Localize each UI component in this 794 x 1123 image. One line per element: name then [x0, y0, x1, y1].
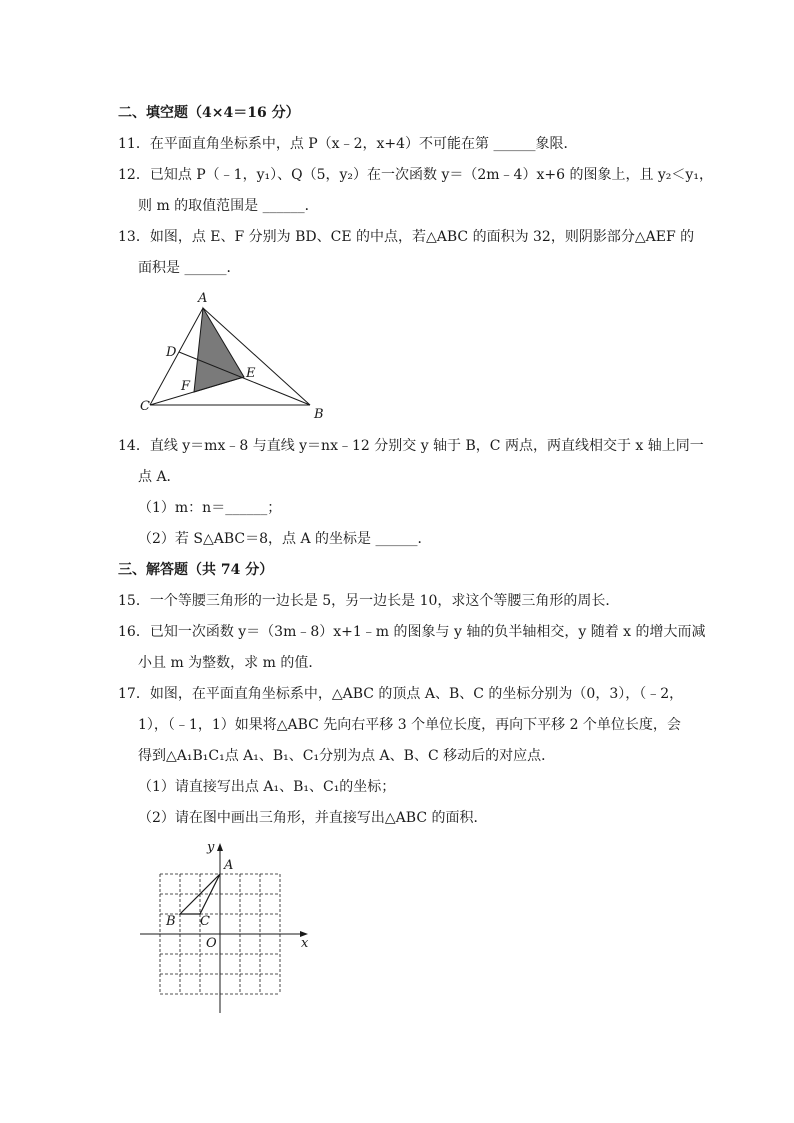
label-o: O [206, 936, 217, 951]
question-12-line2: 则 m 的取值范围是 ______． [138, 198, 319, 214]
section2-heading: 二、填空题（4×4＝16 分） [118, 105, 300, 121]
label-f: F [181, 379, 191, 394]
question-15: 15．一个等腰三角形的一边长是 5，另一边长是 10，求这个等腰三角形的周长． [118, 593, 620, 609]
label-d: D [166, 345, 177, 360]
question-13-line1: 13．如图，点 E、F 分别为 BD、CE 的中点，若△ABC 的面积为 32，则阴影部分△AEF 的 [118, 229, 695, 245]
label-a: A [224, 858, 234, 873]
question-14-sub1: （1）m：n＝______； [138, 500, 282, 516]
label-x: x [301, 936, 309, 951]
question-17-line2: 1），（﹣1，1）如果将△ABC 先向右平移 3 个单位长度，再向下平移 2 个单位长度，会 [138, 717, 681, 733]
label-a: A [198, 291, 208, 306]
label-b: B [166, 914, 176, 929]
label-y: y [207, 840, 215, 855]
section3-heading: 三、解答题（共 74 分） [118, 562, 274, 578]
question-17-sub2: （2）请在图中画出三角形，并直接写出△ABC 的面积． [138, 810, 488, 826]
label-c: C [140, 399, 150, 414]
label-b: B [314, 407, 324, 422]
question-17-line3: 得到△A₁B₁C₁点 A₁、B₁、C₁分别为点 A、B、C 移动后的对应点． [138, 748, 556, 764]
question-16-line1: 16．已知一次函数 y＝（3m﹣8）x+1﹣m 的图象与 y 轴的负半轴相交，y 随着 x 的增大而减 [118, 624, 706, 640]
figure-17-coordinate-grid [130, 835, 330, 1020]
question-16-line2: 小且 m 为整数，求 m 的值． [138, 655, 323, 671]
label-c: C [200, 914, 210, 929]
y-axis-arrow [217, 843, 223, 851]
question-12-line1: 12．已知点 P（﹣1，y₁）、Q（5，y₂）在一次函数 y＝（2m﹣4）x+6 的图象上，且 y₂＜y₁， [118, 167, 713, 183]
question-11: 11．在平面直角坐标系中，点 P（x﹣2，x+4）不可能在第 ______象限． [118, 136, 578, 152]
figure-13-triangle [130, 288, 330, 423]
question-17-line1: 17．如图，在平面直角坐标系中，△ABC 的顶点 A、B、C 的坐标分别为（0，3），（﹣2， [118, 686, 684, 702]
question-14-line1: 14．直线 y＝mx﹣8 与直线 y＝nx﹣12 分别交 y 轴于 B，C 两点，两直线相交于 x 轴上同一 [118, 438, 704, 454]
question-14-line2: 点 A． [138, 469, 181, 485]
label-e: E [246, 366, 256, 381]
question-14-sub2: （2）若 S△ABC＝8，点 A 的坐标是 ______． [138, 531, 432, 547]
question-17-sub1: （1）请直接写出点 A₁、B₁、C₁的坐标； [138, 779, 396, 795]
question-13-line2: 面积是 ______． [138, 260, 241, 276]
